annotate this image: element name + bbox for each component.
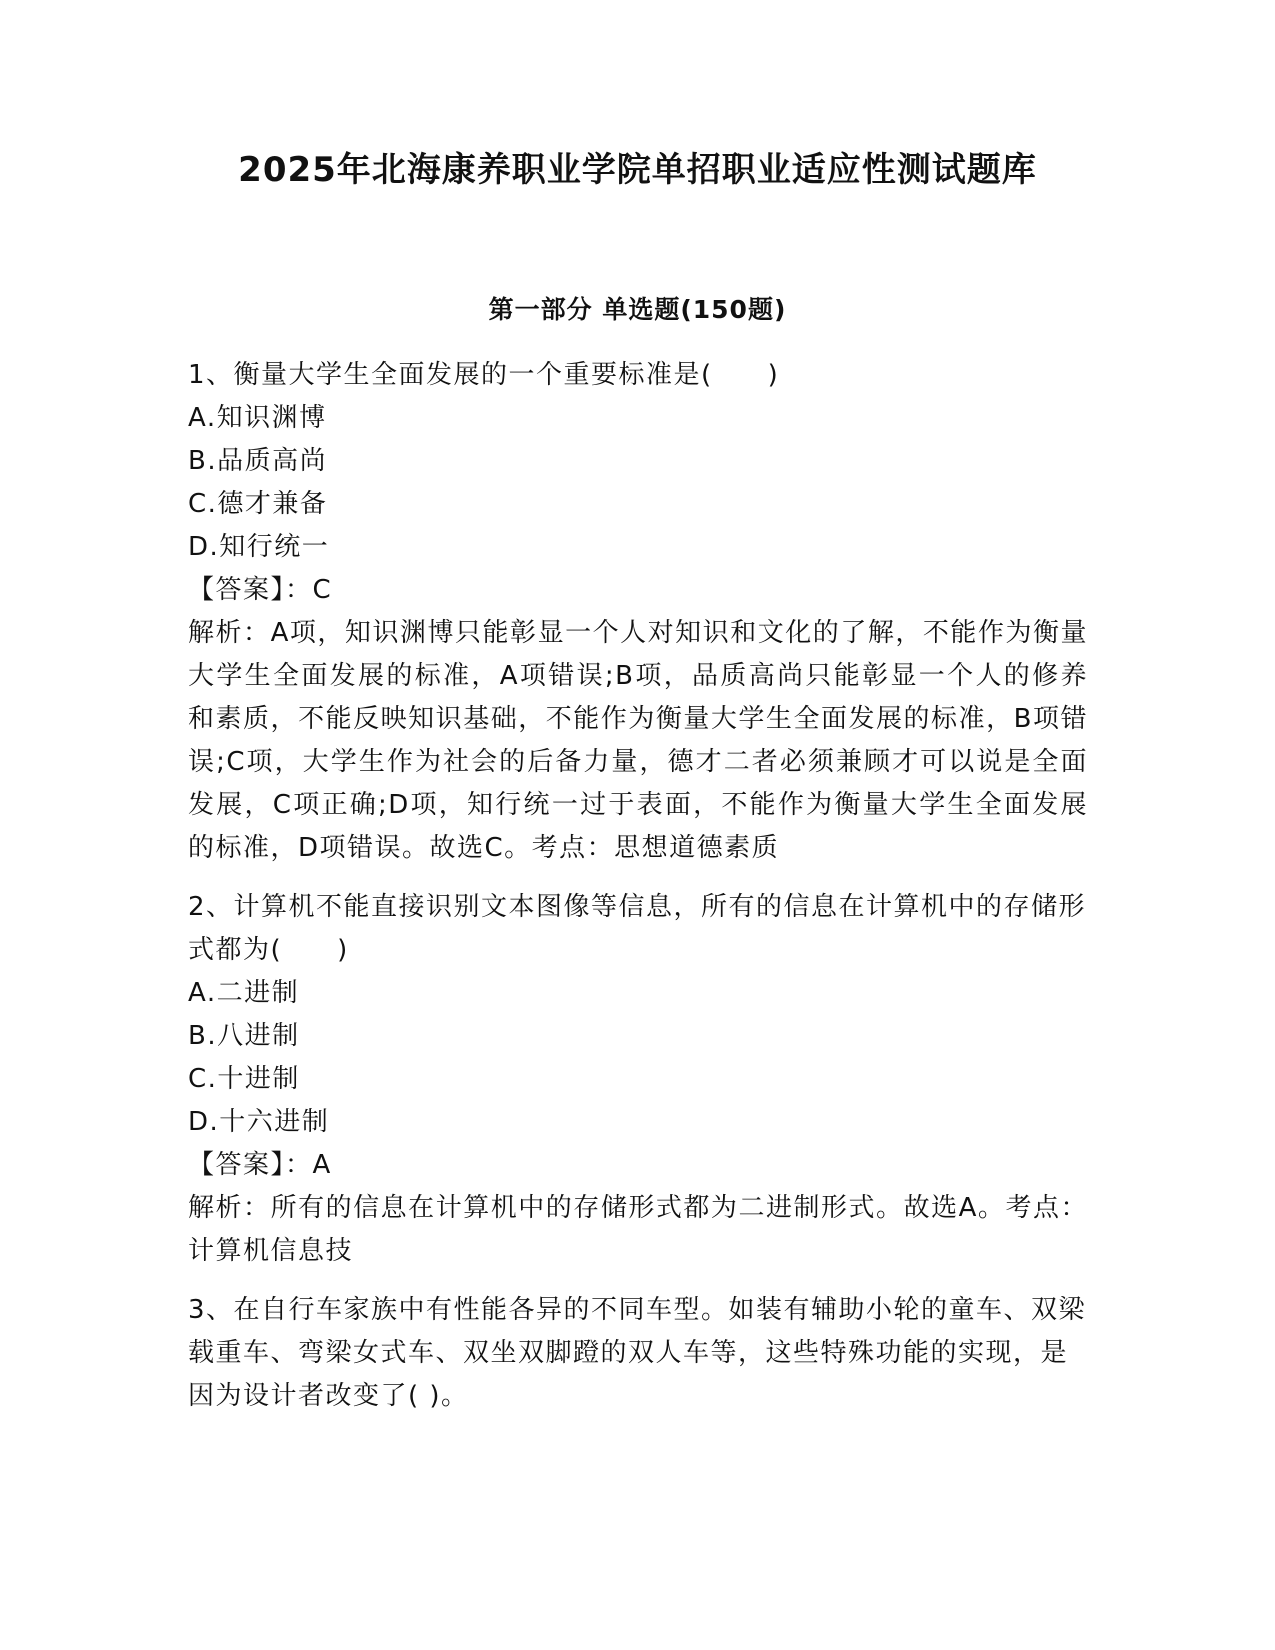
- answer-line: 【答案】：A: [188, 1150, 332, 1180]
- document-title: 2025年北海康养职业学院单招职业适应性测试题库: [238, 150, 1037, 190]
- option-b: B.八进制: [188, 1021, 300, 1051]
- question-3: [188, 1289, 1088, 1418]
- analysis-text: 解析：所有的信息在计算机中的存储形式都为二进制形式。故选A。考点：计算机信息技: [188, 1193, 1088, 1266]
- question-stem: 3、在自行车家族中有性能各异的不同车型。如装有辅助小轮的童车、双梁载重车、弯梁女式车、双坐双脚蹬的双人车等，这些特殊功能的实现，是因为设计者改变了( )。: [188, 1295, 1087, 1411]
- option-c: C.德才兼备: [188, 489, 328, 519]
- option-d: D.知行统一: [188, 532, 330, 562]
- question-2: [188, 886, 1088, 1273]
- question-1: [188, 354, 1088, 870]
- question-list: [188, 354, 1088, 1418]
- option-c: C.十进制: [188, 1064, 300, 1094]
- answer-line: 【答案】：C: [188, 575, 333, 605]
- question-stem: 2、计算机不能直接识别文本图像等信息，所有的信息在计算机中的存储形式都为( ): [188, 892, 1087, 965]
- question-stem: 1、衡量大学生全面发展的一个重要标准是( ): [188, 360, 780, 390]
- option-a: A.二进制: [188, 978, 300, 1008]
- option-a: A.知识渊博: [188, 403, 327, 433]
- option-b: B.品质高尚: [188, 446, 328, 476]
- analysis-text: 解析：A项，知识渊博只能彰显一个人对知识和文化的了解，不能作为衡量大学生全面发展的标准，A项错误;B项，品质高尚只能彰显一个人的修养和素质，不能反映知识基础，不能作为衡量大学生全面发展的标准，B项错误;C项，大学生作为社会的后备力量，德才二者必须兼顾才可以说是全面发展，C项正确;D项，知行统一过于表面，不能作为衡量大学生全面发展的标准，D项错误。故选C。考点：思想道德素质: [188, 618, 1088, 863]
- section-title: 第一部分 单选题(150题): [488, 295, 787, 324]
- option-d: D.十六进制: [188, 1107, 330, 1137]
